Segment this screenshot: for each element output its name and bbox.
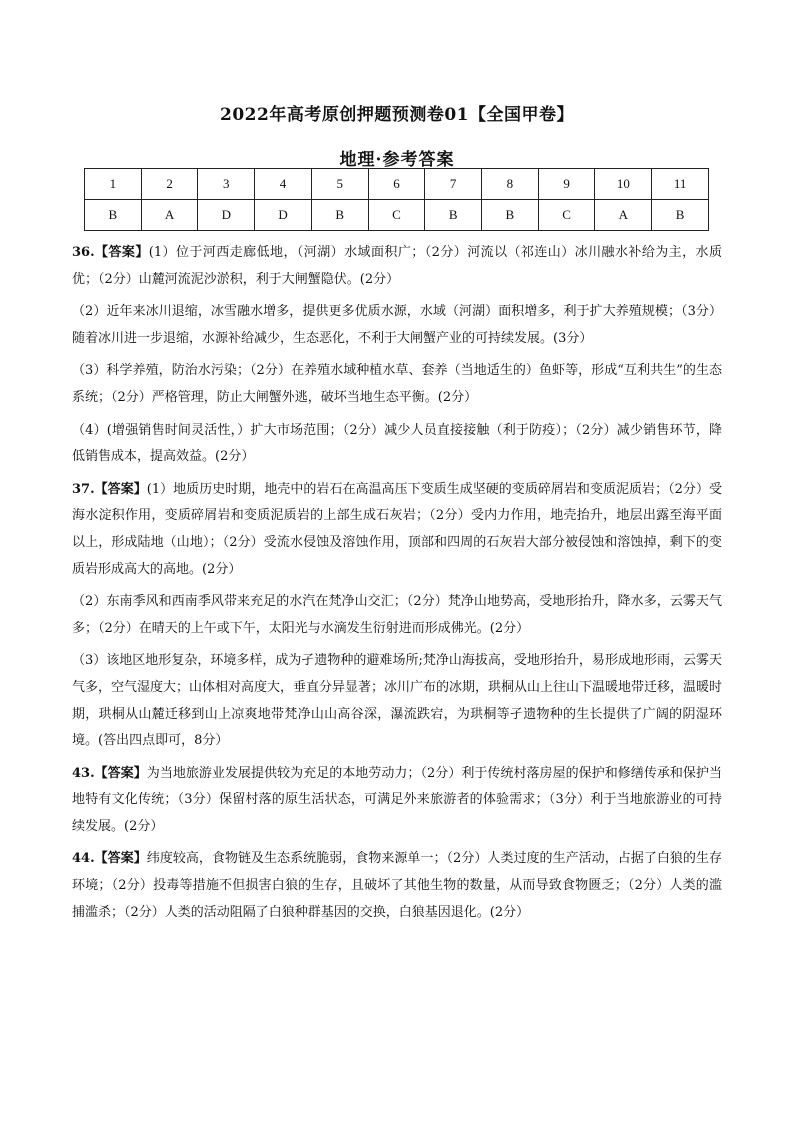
answer-choice: C	[538, 200, 595, 231]
answer-choice: B	[425, 200, 482, 231]
question-label: 43.【答案】	[72, 765, 147, 781]
answer-choice: B	[652, 200, 709, 231]
paragraph-text: （3）科学养殖，防治水污染；（2分）在养殖水域种植水草、套养（当地适生的）鱼虾等，形成“互利共生”的生态系统；（2分）严格管理，防止大闸蟹外逃，破坏当地生态平衡。(2分）	[72, 363, 722, 405]
answer-paragraph-43	[72, 761, 722, 841]
answer-paragraph-37-3	[72, 648, 722, 754]
paragraph-text: （4）(增强销售时间灵活性，）扩大市场范围；（2分）减少人员直接接触（利于防疫）；（2分）减少销售环节，降低销售成本，提高效益。(2分）	[72, 422, 722, 465]
paragraph-text: 纬度较高，食物链及生态系统脆弱，食物来源单一；（2分）人类过度的生产活动，占据了白狼的生存环境；（2分）投毒等措施不但损害白狼的生存，且破坏了其他生物的数量，从而导致食物匮乏；（2分）人类的滥捕滥杀；（2分）人类的活动阻隔了白狼种群基因的交换，白狼基因退化。(2分）	[72, 851, 722, 920]
question-number: 10	[595, 169, 652, 200]
paragraph-text: (1）地质历史时期，地壳中的岩石在高温高压下变质生成坚硬的变质碎屑岩和变质泥质岩；（2分）受海水淀积作用，变质碎屑岩和变质泥质岩的上部生成石灰岩；（2分）受内力作用，地壳抬升，地层出露至海平面以上，形成陆地（山地）；（2分）受流水侵蚀及溶蚀作用，顶部和四周的石灰岩大部分被侵蚀和溶蚀掉，剩下的变质岩形成高大的高地。(2分）	[72, 481, 722, 577]
answer-paragraph-36	[72, 240, 722, 293]
question-number: 2	[141, 169, 198, 200]
paragraph-text: 为当地旅游业发展提供较为充足的本地劳动力；（2分）利于传统村落房屋的保护和修缮传承和保护当地特有文化传统；（3分）保留村落的原生活状态，可满足外来旅游者的体验需求；（3分）利于当地旅游业的可持续发展。(2分）	[72, 765, 722, 834]
page-subtitle: 地理·参考答案	[339, 150, 455, 170]
answer-choice: D	[198, 200, 255, 231]
answer-choice: D	[255, 200, 312, 231]
question-number: 8	[482, 169, 539, 200]
answer-choice: B	[482, 200, 539, 231]
answer-choice: A	[141, 200, 198, 231]
answer-choice: A	[595, 200, 652, 231]
question-number: 7	[425, 169, 482, 200]
answer-paragraph-44	[72, 846, 722, 926]
answer-table	[84, 168, 709, 231]
question-number: 9	[538, 169, 595, 200]
paragraph-text: （2）近年来冰川退缩，冰雪融水增多，提供更多优质水源，水域（河湖）面积增多，利于扩大养殖规模；（3分）随着冰川进一步退缩，水源补给减少，生态恶化，不利于大闸蟹产业的可持续发展。(3分）	[72, 304, 722, 346]
question-number: 6	[368, 169, 425, 200]
answer-explanations	[72, 240, 722, 932]
answer-paragraph-36-4	[72, 418, 722, 471]
paragraph-text: （2）东南季风和西南季风带来充足的水汽在梵净山交汇；（2分）梵净山地势高，受地形抬升，降水多，云雾天气多；（2分）在晴天的上午或下午，太阳光与水滴发生衍射进而形成佛光。(2分）	[72, 594, 722, 636]
answer-choice: B	[311, 200, 368, 231]
paragraph-text: （3）该地区地形复杂，环境多样，成为孑遗物种的避难场所;梵净山海拔高，受地形抬升，易形成地形雨，云雾天气多，空气湿度大；山体相对高度大，垂直分异显著；冰川广布的冰期，珙桐从山上往山下温暖地带迁移，温暖时期，珙桐从山麓迁移到山上凉爽地带梵净山山高谷深，瀑流跌宕，为珙桐等孑遗物种的生长提供了广阔的阴湿环境。(答出四点即可，8分）	[72, 653, 723, 749]
question-number: 11	[652, 169, 709, 200]
answer-paragraph-36-2	[72, 299, 722, 352]
question-number: 4	[255, 169, 312, 200]
answer-table-answer-row	[85, 200, 709, 231]
answer-paragraph-37-2	[72, 589, 722, 642]
question-label: 36.【答案】	[72, 245, 149, 260]
page-title: 2022年高考原创押题预测卷01【全国甲卷】	[220, 105, 574, 125]
paragraph-text: (1）位于河西走廊低地，（河湖）水域面积广；（2分）河流以（祁连山）冰川融水补给为主，水质优；（2分）山麓河流泥沙淤积，利于大闸蟹隐伏。(2分）	[72, 245, 722, 287]
answer-choice: C	[368, 200, 425, 231]
question-number: 1	[85, 169, 142, 200]
question-label: 44.【答案】	[72, 851, 147, 867]
question-label: 37.【答案】	[72, 481, 147, 497]
question-number: 5	[311, 169, 368, 200]
answer-choice: B	[85, 200, 142, 231]
answer-table-number-row	[85, 169, 709, 200]
question-number: 3	[198, 169, 255, 200]
answer-paragraph-36-3	[72, 358, 722, 411]
answer-paragraph-37	[72, 477, 722, 583]
